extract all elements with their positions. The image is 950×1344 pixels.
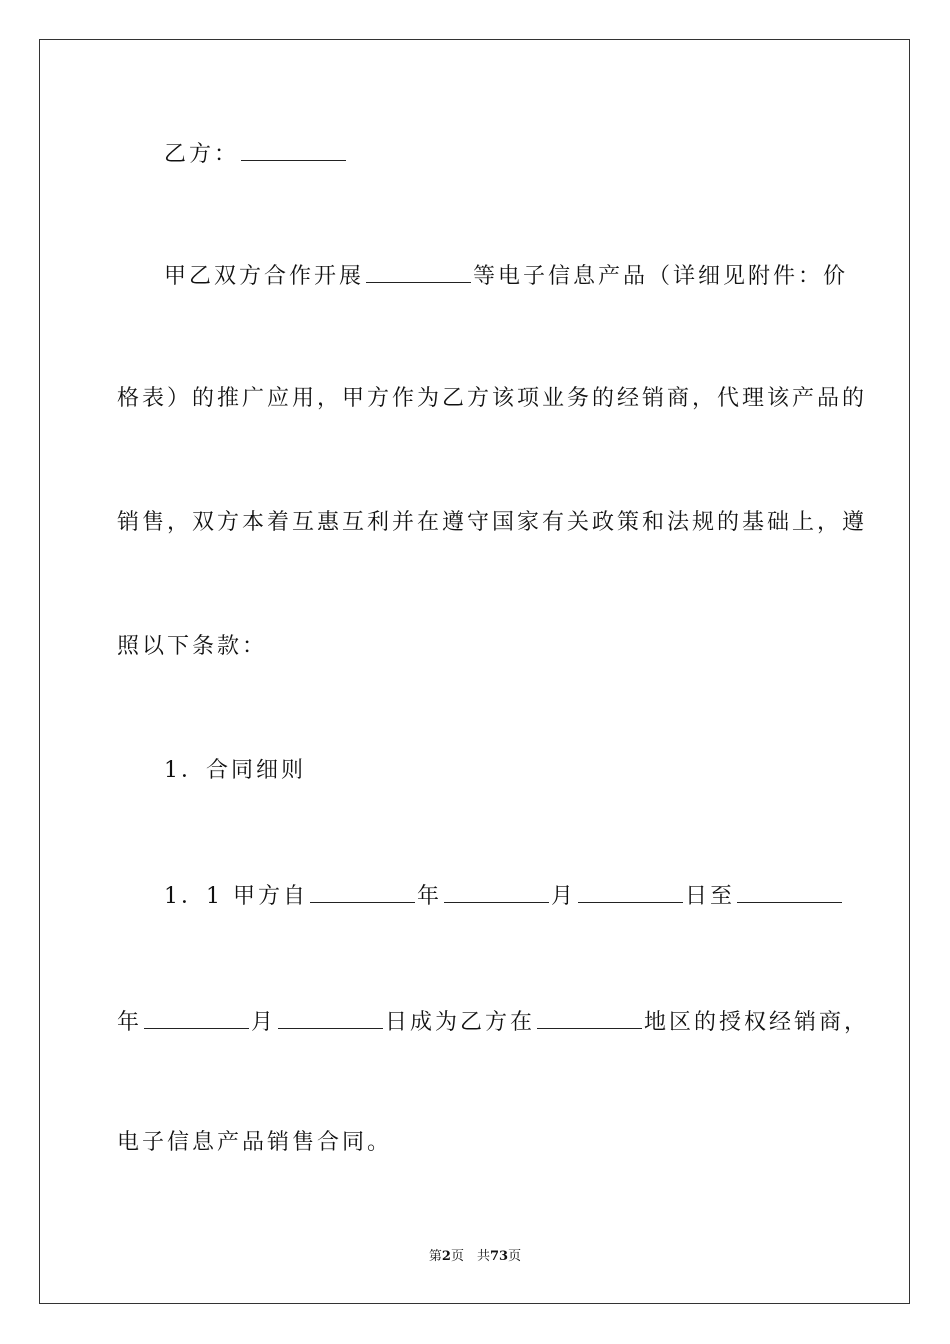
clause-line2-text-b: 月 [251, 1010, 277, 1035]
clause-line2-text-d: 地区的授权经销商， [644, 1010, 870, 1035]
clause-text-c: 月 [551, 884, 577, 909]
clause-text-a: 1．1 甲方自 [164, 884, 308, 909]
paragraph-1-line-4: 照以下条款： [117, 634, 268, 659]
end-month-blank[interactable] [144, 1006, 249, 1029]
footer-page-total: 73 [489, 1249, 509, 1264]
clause-text-b: 年 [417, 884, 443, 909]
end-day-blank[interactable] [278, 1006, 383, 1029]
paragraph-1-line-1 [164, 260, 848, 292]
party-b-label: 乙方： [164, 142, 240, 167]
para1-text-a: 甲乙双方合作开展 [164, 264, 365, 289]
page-footer [0, 1248, 950, 1266]
clause-1-1-line-2 [117, 1006, 869, 1038]
section-1-title: 1．合同细则 [164, 758, 306, 783]
region-blank[interactable] [537, 1006, 642, 1029]
footer-prefix: 第 [428, 1249, 442, 1264]
para1-text-b: 等电子信息产品（详细见附件：价 [473, 264, 849, 289]
clause-line2-text-a: 年 [117, 1010, 143, 1035]
clause-1-1-line-1 [164, 880, 844, 912]
start-year-blank[interactable] [310, 880, 415, 903]
start-month-blank[interactable] [444, 880, 549, 903]
clause-text-d: 日至 [685, 884, 736, 909]
paragraph-1-line-3: 销售，双方本着互惠互利并在遵守国家有关政策和法规的基础上，遵 [117, 510, 868, 535]
party-b-blank[interactable] [241, 138, 346, 161]
footer-page-number: 2 [441, 1249, 451, 1264]
page-border [39, 39, 910, 1304]
paragraph-1-line-2: 格表）的推广应用，甲方作为乙方该项业务的经销商，代理该产品的 [117, 386, 868, 411]
end-year-blank[interactable] [737, 880, 842, 903]
clause-line2-text-c: 日成为乙方在 [385, 1010, 536, 1035]
footer-middle: 页 共 [450, 1249, 490, 1264]
product-blank[interactable] [366, 260, 471, 283]
clause-1-1-line-3: 电子信息产品销售合同。 [117, 1130, 393, 1155]
footer-suffix: 页 [508, 1249, 522, 1264]
party-b-line [164, 138, 348, 170]
start-day-blank[interactable] [578, 880, 683, 903]
